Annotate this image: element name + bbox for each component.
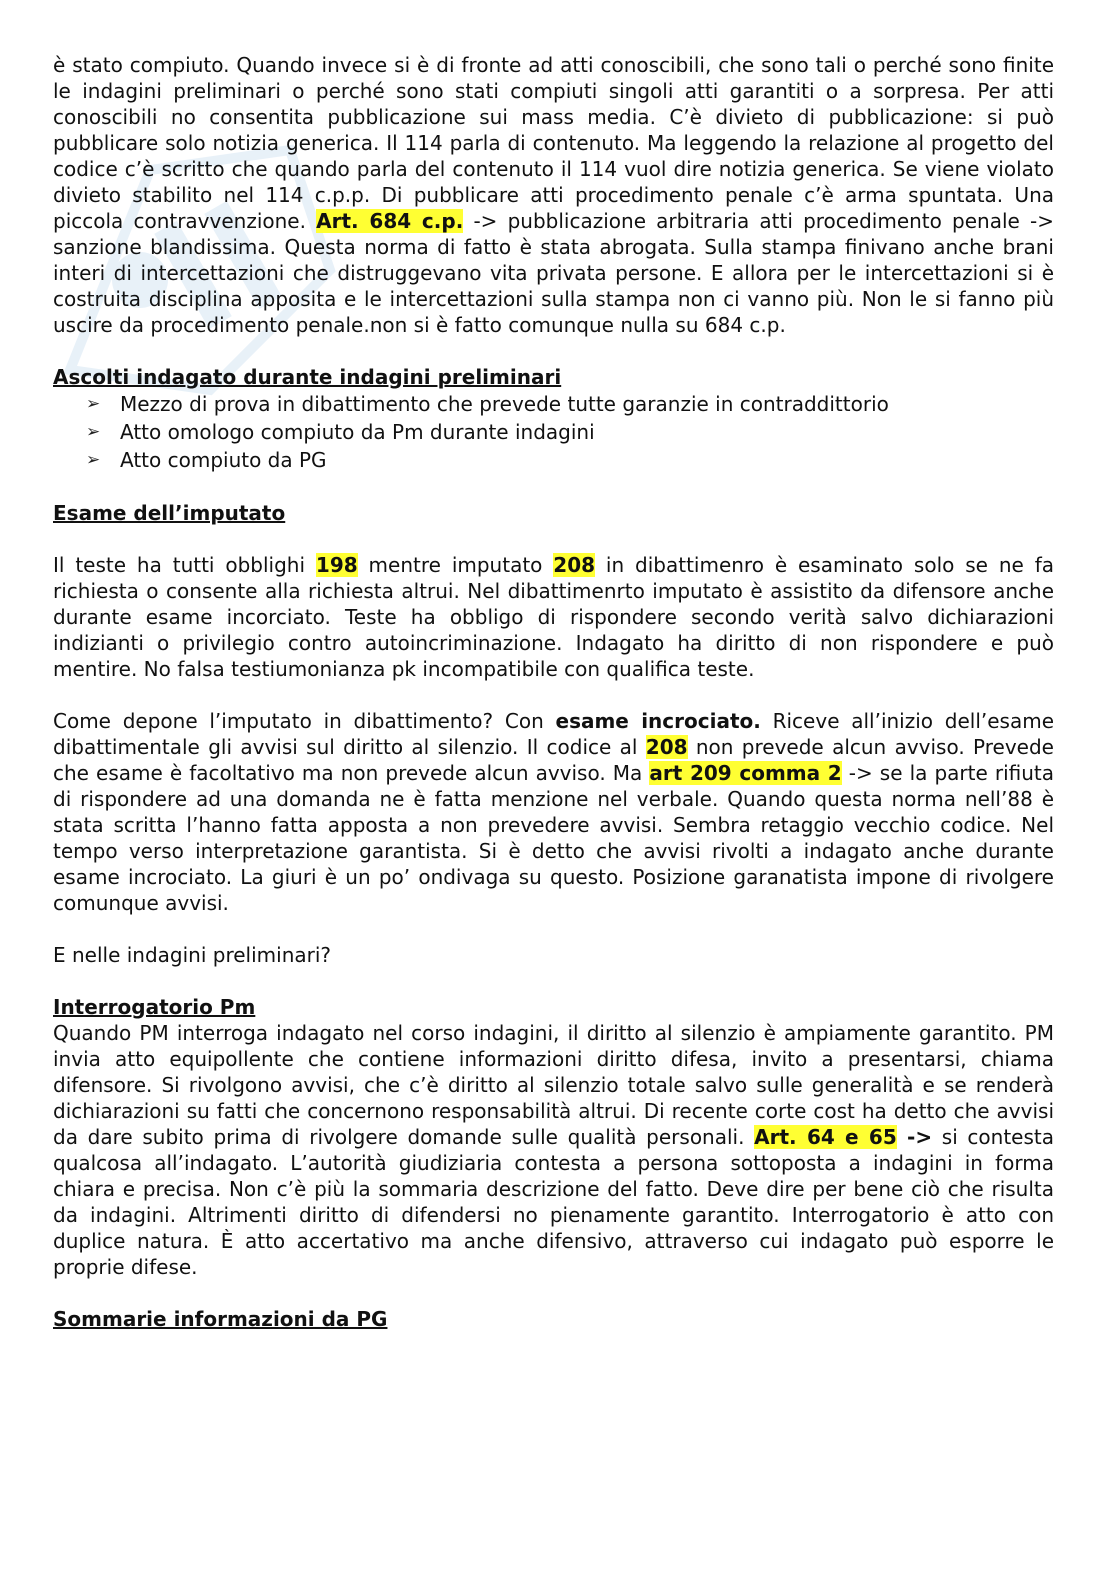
- arrow-bullet-icon: ➢: [86, 394, 101, 414]
- interrogatorio-paragraph: Quando PM interroga indagato nel corso indagini, il diritto al silenzio è ampiamente garantito. PM invia atto equipollente che contiene informazioni diritto difesa, invito a presentarsi, chiama difensore. Si rivolgono avvisi, che c’è diritto al silenzio totale salvo sulle generalità e se renderà dichiarazioni su fatti che concernono responsabilità altrui. Di recente corte cost ha detto che avvisi da dare subito prima di rivolgere domande sulle qualità personali. Art. 64 e 65 -> si contesta qualcosa all’indagato. L’autorità giudiziaria contesta a persona sottoposta a indagini in forma chiara e precisa. Non c’è più la sommaria descrizione del fatto. Deve dire per bene ciò che risulta da indagini. Altrimenti diritto di difendersi no pienamente garantito. Interrogatorio è atto con duplice natura. È atto accertativo ma anche difensivo, attraverso cui indagato può esporre le proprie difese.: [53, 1021, 1054, 1279]
- esame-paragraph-3: E nelle indagini preliminari?: [53, 943, 332, 967]
- arrow-bullet-icon: ➢: [86, 422, 101, 442]
- highlight-198: 198: [315, 553, 358, 577]
- heading-interrogatorio: Interrogatorio Pm: [53, 995, 256, 1019]
- arrow-bullet-icon: ➢: [86, 450, 101, 470]
- highlight-art-209: art 209 comma 2: [649, 761, 842, 785]
- bold-arrow: ->: [896, 1125, 933, 1149]
- highlight-208: 208: [645, 735, 688, 759]
- list-item: ➢ Mezzo di prova in dibattimento che prevede tutte garanzie in contraddittorio: [86, 392, 889, 416]
- highlight-art-684: Art. 684 c.p.: [316, 209, 464, 233]
- esame-paragraph-2: Come depone l’imputato in dibattimento? Con esame incrociato. Riceve all’inizio dell’esame dibattimentale gli avvisi sul diritto al silenzio. Il codice al 208 non prevede alcun avviso. Prevede che esame è facoltativo ma non prevede alcun avviso. Ma art 209 comma 2 -> se la parte rifiuta di rispondere ad una domanda ne è fatta menzione nel verbale. Quando questa norma nell’88 è stata scritta l’hanno fatta apposta a non prevedere avvisi. Sembra retaggio vecchio codice. Nel tempo verso interpretazione garantista. Si è detto che avvisi rivolti a indagato anche durante esame incrociato. La giuri è un po’ ondivaga su questo. Posizione garanatista impone di rivolgere comunque avvisi.: [53, 709, 1055, 915]
- bold-esame-incrociato: esame incrociato.: [555, 709, 761, 733]
- highlight-art-64-65: Art. 64 e 65: [754, 1125, 897, 1149]
- esame-paragraph-1: Il teste ha tutti obblighi 198 mentre imputato 208 in dibattimenro è esaminato solo se ne fa richiesta o consente alla richiesta altrui. Nel dibattimenrto imputato è assistito da difensore anche durante esame incorciato. Teste ha obbligo di rispondere secondo verità salvo dichiarazioni indizianti o privilegio contro autoincriminazione. Indagato ha diritto di non rispondere e può mentire. No falsa testiumonianza pk incompatibile con qualifica teste.: [53, 553, 1054, 681]
- list-item: ➢ Atto compiuto da PG: [86, 448, 327, 472]
- heading-sommarie: Sommarie informazioni da PG: [53, 1307, 388, 1331]
- ascolti-list: [53, 390, 1054, 474]
- heading-ascolti: Ascolti indagato durante indagini preliminari: [53, 365, 562, 389]
- document-page: [53, 52, 1054, 1332]
- highlight-208: 208: [553, 553, 596, 577]
- intro-paragraph: è stato compiuto. Quando invece si è di fronte ad atti conoscibili, che sono tali o perché sono finite le indagini preliminari o perché sono stati compiuti singoli atti garantiti o a sorpresa. Per atti conoscibili no consentita pubblicazione sui mass media. C’è divieto di pubblicazione: si può pubblicare solo notizia generica. Il 114 parla di contenuto. Ma leggendo la relazione al progetto del codice c’è scritto che quando parla del contenuto il 114 vuol dire notizia generica. Se viene violato divieto stabilito nel 114 c.p.p. Di pubblicare atti procedimento penale c’è arma spuntata. Una piccola contravvenzione. Art. 684 c.p. -> pubblicazione arbitraria atti procedimento penale -> sanzione blandissima. Questa norma di fatto è stata abrogata. Sulla stampa finivano anche brani interi di intercettazioni che distruggevano vita privata persone. E allora per le intercettazioni si è costruita disciplina apposita e le intercettazioni sulla stampa non ci vanno più. Non le si fanno più uscire da procedimento penale.non si è fatto comunque nulla su 684 c.p.: [53, 53, 1054, 337]
- heading-esame: Esame dell’imputato: [53, 501, 286, 525]
- list-item: ➢ Atto omologo compiuto da Pm durante indagini: [86, 420, 595, 444]
